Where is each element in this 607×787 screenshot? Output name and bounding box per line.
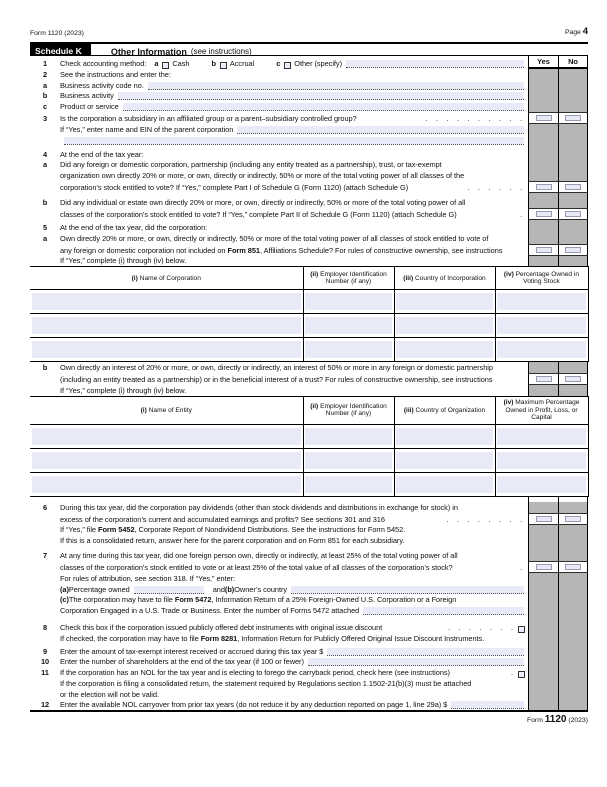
nol-forego-checkbox[interactable] <box>518 671 525 678</box>
t2-r2-ein-cell[interactable] <box>303 448 394 472</box>
q4a-no-box[interactable] <box>565 184 581 190</box>
line-6-4: If this is a consolidated return, answer here for the parent corporation and on Form 851 for each subsidiary. <box>30 535 588 546</box>
business-activity-code-input[interactable] <box>148 82 524 90</box>
q3-yes-box[interactable] <box>536 115 552 121</box>
t1-col-name: (i) Name of Corporation <box>30 267 303 290</box>
tax-exempt-interest-input[interactable] <box>327 648 524 656</box>
page-indicator: Page 4 <box>564 26 588 37</box>
other-checkbox[interactable] <box>284 62 291 69</box>
t1-col-ein: (ii) Employer Identification Number (if any) <box>303 267 394 290</box>
line-2c: c Product or service <box>30 101 588 112</box>
line-3: 3 Is the corporation a subsidiary in an affiliated group or a parent–subsidiary controlled group? . . . . . . . . . . <box>30 112 588 124</box>
t2-col-percentage: (iv) Maximum Percentage Owned in Profit, Loss, or Capital <box>495 396 588 424</box>
accrual-checkbox[interactable] <box>220 62 227 69</box>
q5a-yes-box[interactable] <box>536 247 552 253</box>
line-5b-2: (including an entity treated as a partnership) or in the beneficial interest of a trust? For rules of constructive ownership, see instructions <box>30 373 588 385</box>
t2-col-name: (i) Name of Entity <box>30 396 303 424</box>
t2-r3-ein-cell[interactable] <box>303 472 394 496</box>
line-5a-1: a Own directly 20% or more, or own, directly or indirectly, 50% or more of the total voting power of all classes of stock entitled to vote of <box>30 233 588 244</box>
t2-r1-pct-cell[interactable] <box>495 424 588 448</box>
line-8-2: If checked, the corporation may have to file Form 8281, Information Return for Publicly Offered Original Issue Discount Instruments. <box>30 633 588 644</box>
t1-r2-name-cell[interactable] <box>30 314 303 338</box>
t1-r3-ein-cell[interactable] <box>303 338 394 362</box>
q6-no-box[interactable] <box>565 516 581 522</box>
q7-no-box[interactable] <box>565 564 581 570</box>
line-5b-1: b Own directly an interest of 20% or more, or own, directly or indirectly, an interest of 50% or more in any foreign or domestic partnership <box>30 362 588 373</box>
page-footer: Form 1120 (2023) <box>527 714 588 726</box>
line-3-fill <box>30 135 588 146</box>
q4a-no-cell[interactable] <box>558 181 588 193</box>
line-1: 1 Check accounting method: a Cash b Accrual c Other (specify) Yes No <box>30 56 588 69</box>
business-activity-input[interactable] <box>118 92 524 100</box>
line-2: 2 See the instructions and enter the: <box>30 69 588 80</box>
t2-col-country: (iii) Country of Organization <box>394 396 495 424</box>
q5a-no-cell[interactable] <box>558 244 588 256</box>
line-6-3: If “Yes,” file Form 5452, Corporate Report of Nondividend Distributions. See the instructions for Form 5452. <box>30 525 588 536</box>
q4a-yes-cell[interactable] <box>528 181 558 193</box>
t2-r2-country-cell[interactable] <box>394 448 495 472</box>
line-7-1: 7 At any time during this tax year, did one foreign person own, directly or indirectly, at least 25% of the total voting power of all <box>30 550 588 561</box>
parent-corp-continued-input[interactable] <box>64 137 524 145</box>
q4a-yes-box[interactable] <box>536 184 552 190</box>
line-11-2: If the corporation is filing a consolidated return, the statement required by Regulations section 1.1502-21(b)(3) must be attached <box>30 678 588 689</box>
q5b-no-box[interactable] <box>565 376 581 382</box>
table-row <box>30 338 588 362</box>
t2-col-ein: (ii) Employer Identification Number (if any) <box>303 396 394 424</box>
line-8-1: 8 Check this box if the corporation issued publicly offered debt instruments with original issue discount . . . . . . . <box>30 622 588 633</box>
line-11-3: or the election will not be valid. <box>30 689 588 700</box>
shareholder-count-input[interactable] <box>308 658 524 666</box>
table-row <box>30 424 588 448</box>
line-5: 5 At the end of the tax year, did the corporation: <box>30 222 588 233</box>
no-column-header: No <box>558 56 588 69</box>
q4b-yes-cell[interactable] <box>528 208 558 220</box>
line-4a-1: a Did any foreign or domestic corporation, partnership (including any entity treated as a partnership), trust, or tax-exempt <box>30 160 588 171</box>
line-2a: a Business activity code no. <box>30 80 588 91</box>
q4b-yes-box[interactable] <box>536 211 552 217</box>
section-subtitle: (see instructions) <box>190 47 252 56</box>
line-4b-2: classes of the corporation’s stock entitled to vote? If “Yes,” complete Part II of Schedule G (Form 1120) (attach Schedule G) . <box>30 208 588 220</box>
table-row <box>30 448 588 472</box>
t2-r1-country-cell[interactable] <box>394 424 495 448</box>
line-4a-2: organization own directly 20% or more, or own, directly or indirectly, 50% or more of the total voting power of all classes of the <box>30 170 588 181</box>
q4b-no-cell[interactable] <box>558 208 588 220</box>
other-specify-input[interactable] <box>346 60 524 68</box>
line-4b-1: b Did any individual or estate own directly 20% or more, or own, directly or indirectly, 50% or more of the total voting power of all <box>30 197 588 208</box>
q7-yes-box[interactable] <box>536 564 552 570</box>
form-id-top: Form 1120 (2023) <box>30 30 84 37</box>
t1-r1-ein-cell[interactable] <box>303 290 394 314</box>
yes-column-header: Yes <box>528 56 558 69</box>
line-12: 12 Enter the available NOL carryover from prior tax years (do not reduce it by any deduction reported on page 1, line 29a) $ <box>30 700 588 711</box>
table-row <box>30 290 588 314</box>
forms-5472-attached-input[interactable] <box>363 607 524 615</box>
schedule-k-header <box>30 42 588 56</box>
t1-r1-country-cell[interactable] <box>394 290 495 314</box>
line-11-1: 11 If the corporation has an NOL for the tax year and is electing to forego the carryback period, check here (see instructions) . <box>30 667 588 678</box>
t1-r2-pct-cell[interactable] <box>495 314 588 338</box>
t1-col-percentage: (iv) Percentage Owned in Voting Stock <box>495 267 588 290</box>
line-5a-3: If “Yes,” complete (i) through (iv) below. <box>30 256 588 267</box>
line-2b: b Business activity <box>30 91 588 102</box>
table2-header-row <box>30 396 588 424</box>
line-7ab: (a) Percentage owned and (b) Owner’s country <box>30 584 588 595</box>
line-4: 4 At the end of the tax year: <box>30 149 588 160</box>
q7-no-cell[interactable] <box>558 561 588 573</box>
t2-r3-name-cell[interactable] <box>30 472 303 496</box>
line-4a-3: corporation’s stock entitled to vote? If “Yes,” complete Part I of Schedule G (Form 1120) (attach Schedule G) . . . . . . <box>30 181 588 193</box>
q6-yes-cell[interactable] <box>528 513 558 525</box>
parent-corp-name-ein-input[interactable] <box>237 126 524 134</box>
t1-r2-country-cell[interactable] <box>394 314 495 338</box>
t2-r1-ein-cell[interactable] <box>303 424 394 448</box>
line-10: 10 Enter the number of shareholders at the end of the tax year (if 100 or fewer) <box>30 657 588 668</box>
t1-r3-name-cell[interactable] <box>30 338 303 362</box>
t1-r3-pct-cell[interactable] <box>495 338 588 362</box>
footer-form-number: 1120 <box>544 714 567 726</box>
product-service-input[interactable] <box>123 103 524 111</box>
q5a-no-box[interactable] <box>565 247 581 253</box>
line-9: 9 Enter the amount of tax-exempt interest received or accrued during this tax year $ <box>30 646 588 657</box>
percentage-owned-input[interactable] <box>134 586 204 594</box>
q4b-no-box[interactable] <box>565 211 581 217</box>
t1-r3-country-cell[interactable] <box>394 338 495 362</box>
q3-no-cell[interactable] <box>558 112 588 124</box>
line-5b-3: If “Yes,” complete (i) through (iv) below. <box>30 385 588 396</box>
t2-r2-name-cell[interactable] <box>30 448 303 472</box>
line-6-1: 6 During this tax year, did the corporation pay dividends (other than stock dividends and distributions in exchange for stock) in <box>30 502 588 513</box>
page-number: 4 <box>582 26 588 37</box>
section-title: Other Information <box>110 46 187 57</box>
table-row <box>30 314 588 338</box>
t1-r2-ein-cell[interactable] <box>303 314 394 338</box>
line-3-ifyes: If “Yes,” enter name and EIN of the parent corporation <box>30 124 588 135</box>
q7-yes-cell[interactable] <box>528 561 558 573</box>
nol-carryover-input[interactable] <box>451 701 524 709</box>
q5a-yes-cell[interactable] <box>528 244 558 256</box>
q3-no-box[interactable] <box>565 115 581 121</box>
owners-country-input[interactable] <box>291 586 524 594</box>
line-7c-1: (c) The corporation may have to file Form 5472, Information Return of a 25% Foreign-Owned U.S. Corporation or a Foreign <box>30 595 588 606</box>
line-7c-2: Corporation Engaged in a U.S. Trade or Business. Enter the number of Forms 5472 attached <box>30 605 588 616</box>
partnership-ownership-table <box>30 396 589 497</box>
q5b-no-cell[interactable] <box>558 373 588 385</box>
corporation-ownership-table <box>30 266 589 362</box>
q6-yes-box[interactable] <box>536 516 552 522</box>
oid-checkbox[interactable] <box>518 626 525 633</box>
cash-checkbox[interactable] <box>162 62 169 69</box>
t2-r3-pct-cell[interactable] <box>495 472 588 496</box>
q6-no-cell[interactable] <box>558 513 588 525</box>
q3-yes-cell[interactable] <box>528 112 558 124</box>
t1-col-country: (iii) Country of Incorporation <box>394 267 495 290</box>
t1-r1-name-cell[interactable] <box>30 290 303 314</box>
schedule-k-label: Schedule K <box>30 44 91 55</box>
table1-header-row <box>30 267 588 290</box>
line-7-3: For rules of attribution, see section 318. If “Yes,” enter: <box>30 573 588 584</box>
line-5a-2: any foreign or domestic corporation not included on Form 851, Affiliations Schedule? For rules of constructive ownership, see instructions <box>30 244 588 256</box>
t2-r1-name-cell[interactable] <box>30 424 303 448</box>
q5b-yes-cell[interactable] <box>528 373 558 385</box>
q5b-yes-box[interactable] <box>536 376 552 382</box>
t2-r2-pct-cell[interactable] <box>495 448 588 472</box>
table-row <box>30 472 588 496</box>
line-6-2: excess of the corporation’s current and accumulated earnings and profits? See sections 301 and 316 . . . . . . . . <box>30 513 588 525</box>
page-header <box>30 26 588 37</box>
t1-r1-pct-cell[interactable] <box>495 290 588 314</box>
t2-r3-country-cell[interactable] <box>394 472 495 496</box>
line-7-2: classes of the corporation’s stock entitled to vote or at least 25% of the total value of all classes of the corporation’s stock? . <box>30 561 588 573</box>
